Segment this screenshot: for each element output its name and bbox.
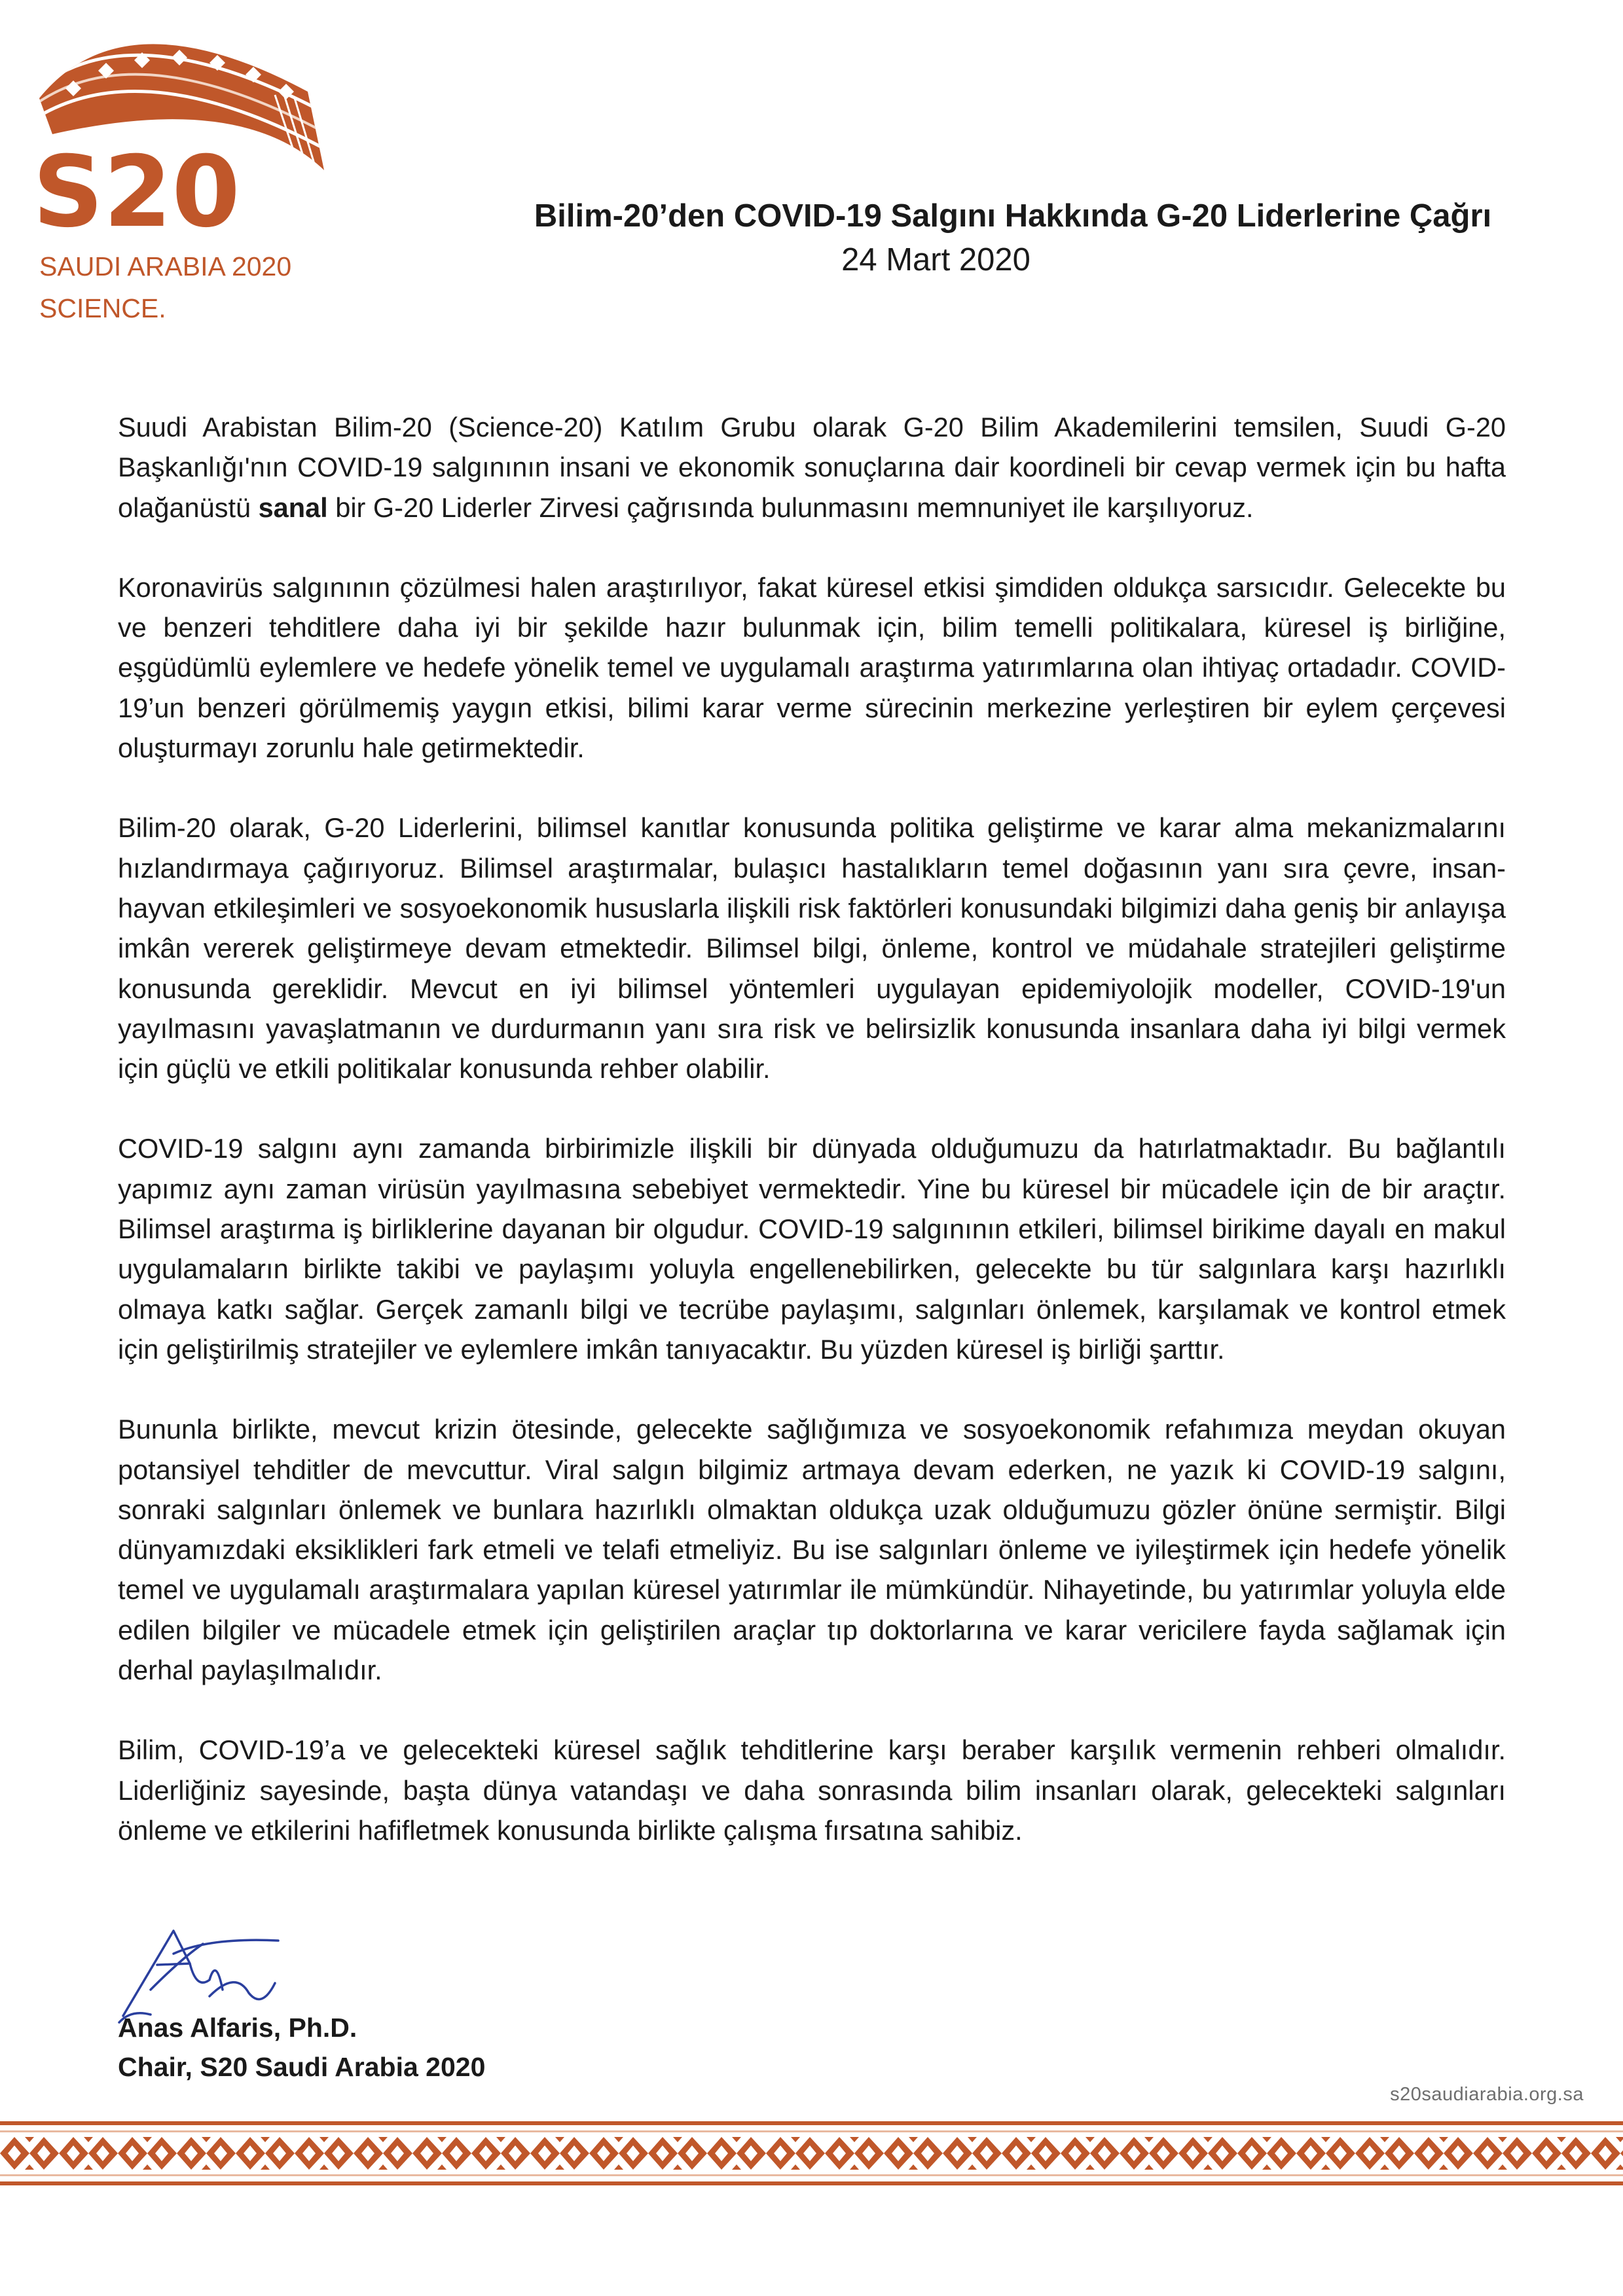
paragraph-1-bold: sanal xyxy=(258,492,328,523)
paragraph-1-part-2: bir G-20 Liderler Zirvesi çağrısında bulunmasını memnuniyet ile karşılıyoruz. xyxy=(327,492,1254,523)
decorative-pattern-band xyxy=(0,2117,1623,2189)
logo-caption-line1: SAUDI ARABIA 2020 xyxy=(39,251,292,281)
signer-name: Anas Alfaris, Ph.D. xyxy=(118,2013,357,2043)
paragraph-3: Bilim-20 olarak, G-20 Liderlerini, bilimsel kanıtlar konusunda politika geliştirme ve karar alma mekanizmalarını hızlandırmaya çağırıyoruz. Bilimsel araştırmalar, bulaşıcı hastalıkların temel doğasının yanı sıra çevre, insan-hayvan etkileşimleri ve sosyoekonomik hususlarla ilişkili risk faktörleri konusundaki bilgimizi daha geniş bir anlayışa imkân vererek geliştirmeye devam etmektedir. Bilimsel bilgi, önleme, kontrol ve müdahale stratejileri geliştirme konusunda gereklidir. Mevcut en iyi bilimsel yöntemleri uygulayan epidemiyolojik modeller, COVID-19'un yayılmasını yavaşlatmanın ve durdurmanın yanı sıra risk ve belirsizlik konusunda insanlara daha iyi bilgi vermek için güçlü ve etkili politikalar konusunda rehber olabilir. xyxy=(118,812,1506,1085)
website-link[interactable]: s20saudiarabia.org.sa xyxy=(1390,2084,1584,2105)
paragraph-1-part-1: Suudi Arabistan Bilim-20 (Science-20) Katılım Grubu olarak G-20 Bilim Akademilerini temsilen, Suudi G-20 Başkanlığı'nın COVID-19 salgınının insani ve ekonomik sonuçlarına dair koordineli bir cevap vermek için bu hafta olağanüstü xyxy=(118,412,1506,523)
letter-body xyxy=(118,407,1506,1890)
logo-text: S20 xyxy=(33,135,240,236)
signer-role: Chair, S20 Saudi Arabia 2020 xyxy=(118,2052,486,2082)
document-title: Bilim-20’den COVID-19 Salgını Hakkında G-20 Liderlerine Çağrı xyxy=(534,198,1492,234)
paragraph-2: Koronavirüs salgınının çözülmesi halen araştırılıyor, fakat küresel etkisi şimdiden oldukça sarsıcıdır. Gelecekte bu ve benzeri tehditlere daha iyi bir şekilde hazır bulunmak için, bilim temelli politikalara, küresel iş birliğine, eşgüdümlü eylemlere ve hedefe yönelik temel ve uygulamalı araştırma yatırımlarına olan ihtiyaç ortadadır. COVID-19’un benzeri görülmemiş yaygın etkisi, bilimi karar verme sürecinin merkezine yerleştiren bir eylem çerçevesi oluşturmayı zorunlu hale getirmektedir. xyxy=(118,571,1506,764)
logo-caption xyxy=(39,245,291,329)
paragraph-5: Bununla birlikte, mevcut krizin ötesinde, gelecekte sağlığımıza ve sosyoekonomik refahımıza meydan okuyan potansiyel tehditler de mevcuttur. Viral salgın bilgimiz artmaya devam ederken, ne yazık ki COVID-19 salgını, sonraki salgınları önlemek ve bunlara hazırlıklı olmaktan oldukça uzak olduğumuzu gözler önüne sermiştir. Bilgi dünyamızdaki eksiklikleri fark etmeli ve telafi etmeliyiz. Bu ise salgınları önleme ve iyileştirmek için hedefe yönelik temel ve uygulamalı araştırmalara yapılan küresel yatırımlar ile mümkündür. Nihayetinde, bu yatırımlar yoluyla elde edilen bilgiler ve mücadele etmek için geliştirilen araçlar tıp doktorlarına ve karar vericilere fayda sağlamak için derhal paylaşılmalıdır. xyxy=(118,1414,1506,1686)
paragraph-6: Bilim, COVID-19’a ve gelecekteki küresel sağlık tehditlerine karşı beraber karşılık vermenin rehberi olmalıdır. Liderliğiniz sayesinde, başta dünya vatandaşı ve daha sonrasında bilim insanları olarak, gelecekteki salgınları önleme ve etkilerini hafifletmek konusunda birlikte çalışma fırsatına sahibiz. xyxy=(118,1734,1506,1846)
s20-logo xyxy=(26,20,327,236)
document-date: 24 Mart 2020 xyxy=(841,242,1030,278)
logo-caption-line2: SCIENCE. xyxy=(39,293,166,323)
paragraph-1 xyxy=(118,407,1506,528)
title-block xyxy=(327,195,1544,283)
paragraph-4: COVID-19 salgını aynı zamanda birbirimizle ilişkili bir dünyada olduğumuzu da hatırlatmaktadır. Bu bağlantılı yapımız aynı zaman virüsün yayılmasına sebebiyet vermektedir. Yine bu küresel bir mücadele için de bir araçtır. Bilimsel araştırma iş birliklerine dayanan bir olgudur. COVID-19 salgınının etkileri, bilimsel birikime dayalı en makul uygulamaların birlikte takibi ve paylaşımı yoluyla engellenebilirken, gelecekte bu tür salgınlara karşı hazırlıklı olmaya katkı sağlar. Gerçek zamanlı bilgi ve tecrübe paylaşımı, salgınları önlemek, karşılamak ve kontrol etmek için geliştirilmiş stratejiler ve eylemlere imkân tanıyacaktır. Bu yüzden küresel iş birliği şarttır. xyxy=(118,1133,1506,1365)
signer-block xyxy=(118,2008,485,2087)
